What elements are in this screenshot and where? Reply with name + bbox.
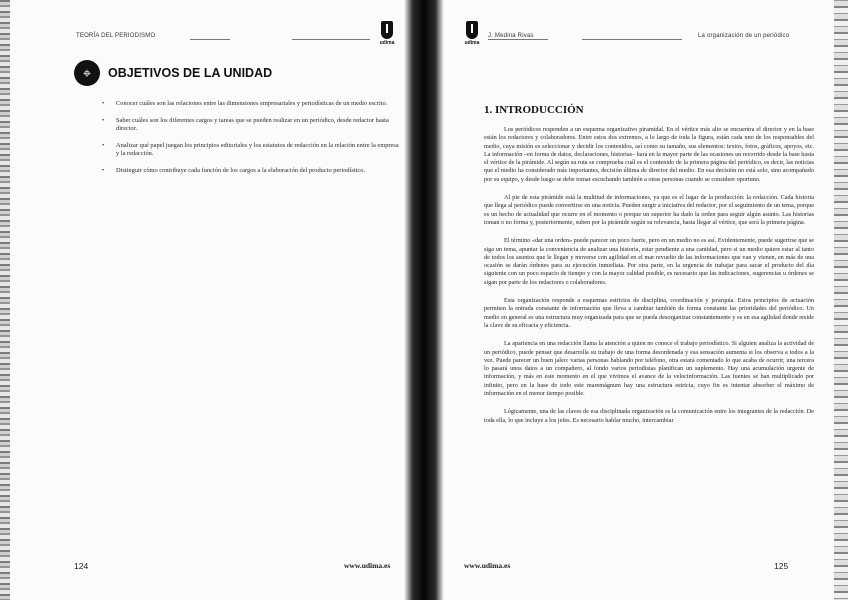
- bullet-icon: •: [102, 116, 105, 124]
- paragraph: Los periódicos responden a un esquema organizativo piramidal. En el vértice más alto se encuentra el director y en la base están los redactores y colaboradores. Entre estos dos extremos, a lo largo de toda la figura, están cada uno de los responsables del medio, cuya misión es seleccionar y decidir los contenidos, así como su tamaño, sus elementos: textos, fotos, gráficos, apoyos, etc. La información –en forma de datos, declaraciones, historias– hará en la mayor parte de las ocasiones un recorrido desde la base hasta el vértice de la pirámide. Al según su ruta se comprueba cuál es el contenido de la primera página del periódico, es decir, las noticias que el medio ha considerado más importantes, decisión última de director del medio. En esa decisión no está solo, sino acompañado por su equipo, y desde luego se debe tomar escuchando también a otras personas cuando se considere oportuno.: [484, 126, 814, 183]
- header-rule: [488, 39, 548, 40]
- paragraph: Esta organización responde a esquemas estrictos de disciplina, coordinación y jerarquía. Estos principios de actuación permiten la entrada constante de información que lleva a cambiar también de forma constante las prioridades del periódico. Un medio en general es una estructura muy organizada para que se pueda desorganizar constantemente y es en esa agilidad donde reside la clave de su eficacia y eficiencia.: [484, 297, 814, 329]
- list-item: [102, 167, 402, 176]
- running-header-author: J. Medina Rivas: [488, 33, 534, 39]
- running-header-right: La organización de un periódico: [698, 33, 790, 39]
- objectives-heading: [74, 60, 272, 86]
- page-edge: [0, 0, 10, 600]
- paragraph: Lógicamente, una de las claves de esa disciplinada organización es la comunicación entre los integrantes de la redacción. De toda ella, lo que incluye a los jefes. Es necesario hablar mucho, intercambiar: [484, 408, 814, 424]
- paragraph: Al pie de esta pirámide está la multitud de informaciones, ya que es el lugar de la producción: la redacción. Cada historia que llega al periódico puede convertirse en una noticia. Pueden surgir a iniciativa del redactor, por el seguimiento de un tema, porque es un hecho de actualidad que ocurre en el momento o porque un superior ha dado la orden para seguir algún asunto. Las historias toman o no forma y, posteriormente, suben por la pirámide según su relevancia, hasta llegar al vértice, que será la primera página.: [484, 194, 814, 226]
- section-title: 1. INTRODUCCIÓN: [484, 104, 584, 116]
- list-item: [102, 117, 402, 134]
- paragraph: El término «dar una orden» puede parecer un poco fuerte, pero en un medio no es así. Evidentemente, puede sugerirse que se siga un tema, apuntar la conveniencia de analizar una historia, estar pendiente a una cantidad, pero si un medio quiere estar al tanto de todos los asuntos que le llegan y moverse con agilidad en el mar revuelto de las informaciones que van y vienen, en más de una ocasión se darán órdenes para su ejecución inmediata. Por otra parte, en la urgencia de trabajar para sacar el producto del día siguiente con un poco espacio de tiempo y con la mayor calidad posible, es necesario que las indicaciones, sugerencias u órdenes se sigan por parte de los redactores o colaboradores.: [484, 237, 814, 286]
- running-header-left: TEORÍA DEL PERIODISMO: [76, 33, 156, 39]
- right-page: [432, 0, 848, 600]
- crosshair-icon: ⌖: [74, 60, 100, 86]
- header-rule: [292, 39, 370, 40]
- objectives-title: OBJETIVOS DE LA UNIDAD: [108, 66, 273, 80]
- bullet-icon: •: [102, 166, 105, 174]
- header-rule: [582, 39, 682, 40]
- bullet-icon: •: [102, 141, 105, 149]
- website-link[interactable]: www.udima.es: [464, 561, 511, 570]
- page-edge: [834, 0, 848, 600]
- objective-text: Conocer cuáles son las relaciones entre las dimensiones empresariales y periodísticas de un medio escrito.: [116, 100, 388, 107]
- book-gutter: [404, 0, 444, 600]
- website-link[interactable]: www.udima.es: [344, 561, 391, 570]
- objective-text: Distinguir cómo contribuye cada función de los cargos a la elaboración del producto periodístico.: [116, 166, 366, 174]
- objective-text: Analizar qué papel juegan los principios editoriales y los estatutos de redacción en la relación entre la empresa y la redacción.: [116, 141, 399, 158]
- page-number: 125: [774, 561, 789, 571]
- udima-logo-icon: [381, 21, 393, 39]
- paragraph: La apariencia en una redacción llama la atención a quien no conoce el trabajo periodístico. Si alguien analiza la actividad de un periódico, puede pensar que desarrolla su trabajo de una forma desordenada y esa sensación aumenta si los observa a todos a la vez. Puede parecer un buen jaleo: varias personas hablando por teléfono, otra estará comentado lo que acaba de ocurrir, una tercera lo pasará unos datos a un compañero, al fondo varios periodistas planifican un suplemento. Hay una acumulación urgente de información, y más en este momento en el que vivimos el avance de la velocinformación. Las fuentes se han multiplicado por infinito, pero en la base de todo este maremágnum hay una estructura estricta, cuyo fin es intentar absorber el máximo de información en el menor tiempo posible.: [484, 340, 814, 398]
- udima-logo-text: udima: [464, 40, 480, 46]
- objective-text: Saber cuáles son los diferentes cargos y tareas que se pueden realizar en un periódico, desde redactor hasta director.: [116, 116, 389, 133]
- page-number: 124: [74, 561, 89, 571]
- objectives-list: [102, 100, 402, 184]
- bullet-icon: •: [102, 100, 105, 107]
- list-item: [102, 142, 402, 159]
- header-rule: [190, 39, 230, 40]
- list-item: [102, 100, 402, 109]
- left-page: [0, 0, 418, 600]
- udima-logo: [462, 21, 482, 46]
- article-body: [484, 126, 814, 435]
- udima-logo-icon: [466, 21, 478, 39]
- udima-logo-text: udima: [379, 40, 395, 46]
- udima-logo: [377, 21, 397, 46]
